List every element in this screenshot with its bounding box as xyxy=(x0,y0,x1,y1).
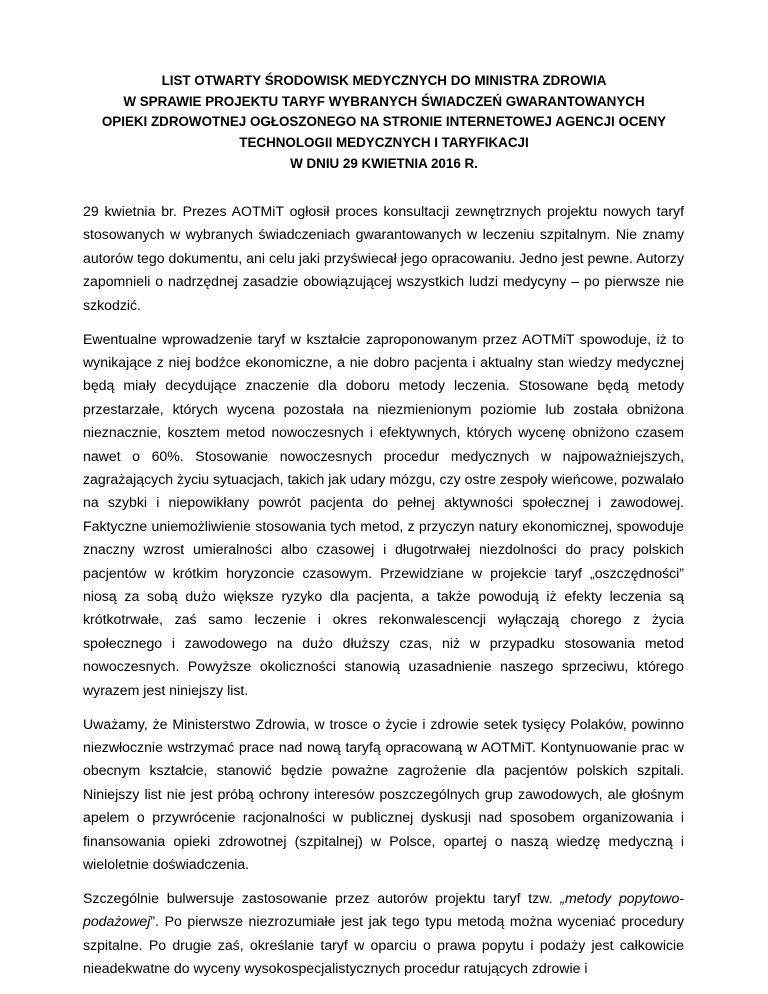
title-line: LIST OTWARTY ŚRODOWISK MEDYCZNYCH DO MINISTRA ZDROWIA xyxy=(161,73,607,88)
title-line: TECHNOLOGII MEDYCZNYCH I TARYFIKACJI xyxy=(239,135,529,151)
letter-title xyxy=(60,71,708,175)
paragraph-2: Ewentualne wprowadzenie taryf w kształcie zaproponowanym przez AOTMiT spowoduje, iż to wynikające z niej bodźce ekonomiczne, a nie dobro pacjenta i aktualny stan wiedzy medycznej będą miały decydujące znaczenie dla doboru metody leczenia. Stosowane będą metody przestarzałe, których wycena pozostała na niezmienionym poziomie lub została obniżona nieznacznie, kosztem metod nowoczesnych i efektywnych, których wycenę obniżono czasem nawet o 60%. Stosowanie nowoczesnych procedur medycznych w najpoważniejszych, zagrażających życiu sytuacjach, takich jak udary mózgu, czy ostre zespoły wieńcowe, pozwalało na szybki i niepowikłany powrót pacjenta do pełnej aktywności społecznej i zawodowej. Faktyczne uniemożliwienie stosowania tych metod, z przyczyn natury ekonomicznej, spowoduje znaczny wzrost umieralności albo czasowej i długotrwałej niezdolności do pracy polskich pacjentów w krótkim horyzoncie czasowym. Przewidziane w projekcie taryf „oszczędności” niosą za sobą dużo większe ryzyko dla pacjenta, a także powodują iż efekty leczenia są krótkotrwałe, zaś samo leczenie i okres rekonwalescencji wyłączają chorego z życia społecznego i zawodowego na dużo dłuższy czas, niż w przypadku stosowania metod nowoczesnych. Powyższe okoliczności stanowią uzasadnienie naszego sprzeciwu, którego wyrazem jest niniejszy list. xyxy=(83,330,684,698)
paragraph-3: Uważamy, że Ministerstwo Zdrowia, w trosce o życie i zdrowie setek tysięcy Polaków, powinno niezwłocznie wstrzymać prace nad nową taryfą opracowaną w AOTMiT. Kontynuowanie prac w obecnym kształcie, stanowić będzie poważne zagrożenie dla pacjentów polskich szpitali. Niniejszy list nie jest próbą ochrony interesów poszczególnych grup zawodowych, ale głośnym apelem o przywrócenie racjonalności w publicznej dyskusji nad sposobem organizowania i finansowania opieki zdrowotnej (szpitalnej) w Polsce, opartej o naszą wiedzę medyczną i wieloletnie doświadczenia. xyxy=(83,715,684,872)
title-line: OPIEKI ZDROWOTNEJ OGŁOSZONEGO NA STRONIE INTERNETOWEJ AGENCJI OCENY xyxy=(101,114,667,130)
paragraph-4-emphasis: „metody popytowo-podażowej xyxy=(83,889,684,930)
letter-body xyxy=(83,200,684,991)
title-line: W DNIU 29 KWIETNIA 2016 R. xyxy=(290,155,478,171)
paragraph-4-intro: Szczególnie bulwersuje zastosowanie przez autorów projektu taryf tzw. xyxy=(83,889,561,906)
paragraph-1: 29 kwietnia br. Prezes AOTMiT ogłosił proces konsultacji zewnętrznych projektu nowych taryf stosowanych w wybranych świadczeniach gwarantowanych w leczeniu szpitalnym. Nie znamy autorów tego dokumentu, ani celu jaki przyświecał jego opracowaniu. Jedno jest pewne. Autorzy zapomnieli o nadrzędnej zasadzie obowiązującej wszystkich ludzi medycyny – po pierwsze nie szkodzić. xyxy=(83,203,684,313)
paragraph-4 xyxy=(83,887,684,981)
paragraph-4-rest: ”. Po pierwsze niezrozumiałe jest jak tego typu metodą można wyceniać procedury szpitalne. Po drugie zaś, określanie taryf w oparciu o prawa popytu i podaży jest całkowicie nieadekwatne do wyceny wysokospecjalistycznych procedur ratujących zdrowie i xyxy=(83,913,684,977)
title-line: W SPRAWIE PROJEKTU TARYF WYBRANYCH ŚWIADCZEŃ GWARANTOWANYCH xyxy=(123,93,645,109)
